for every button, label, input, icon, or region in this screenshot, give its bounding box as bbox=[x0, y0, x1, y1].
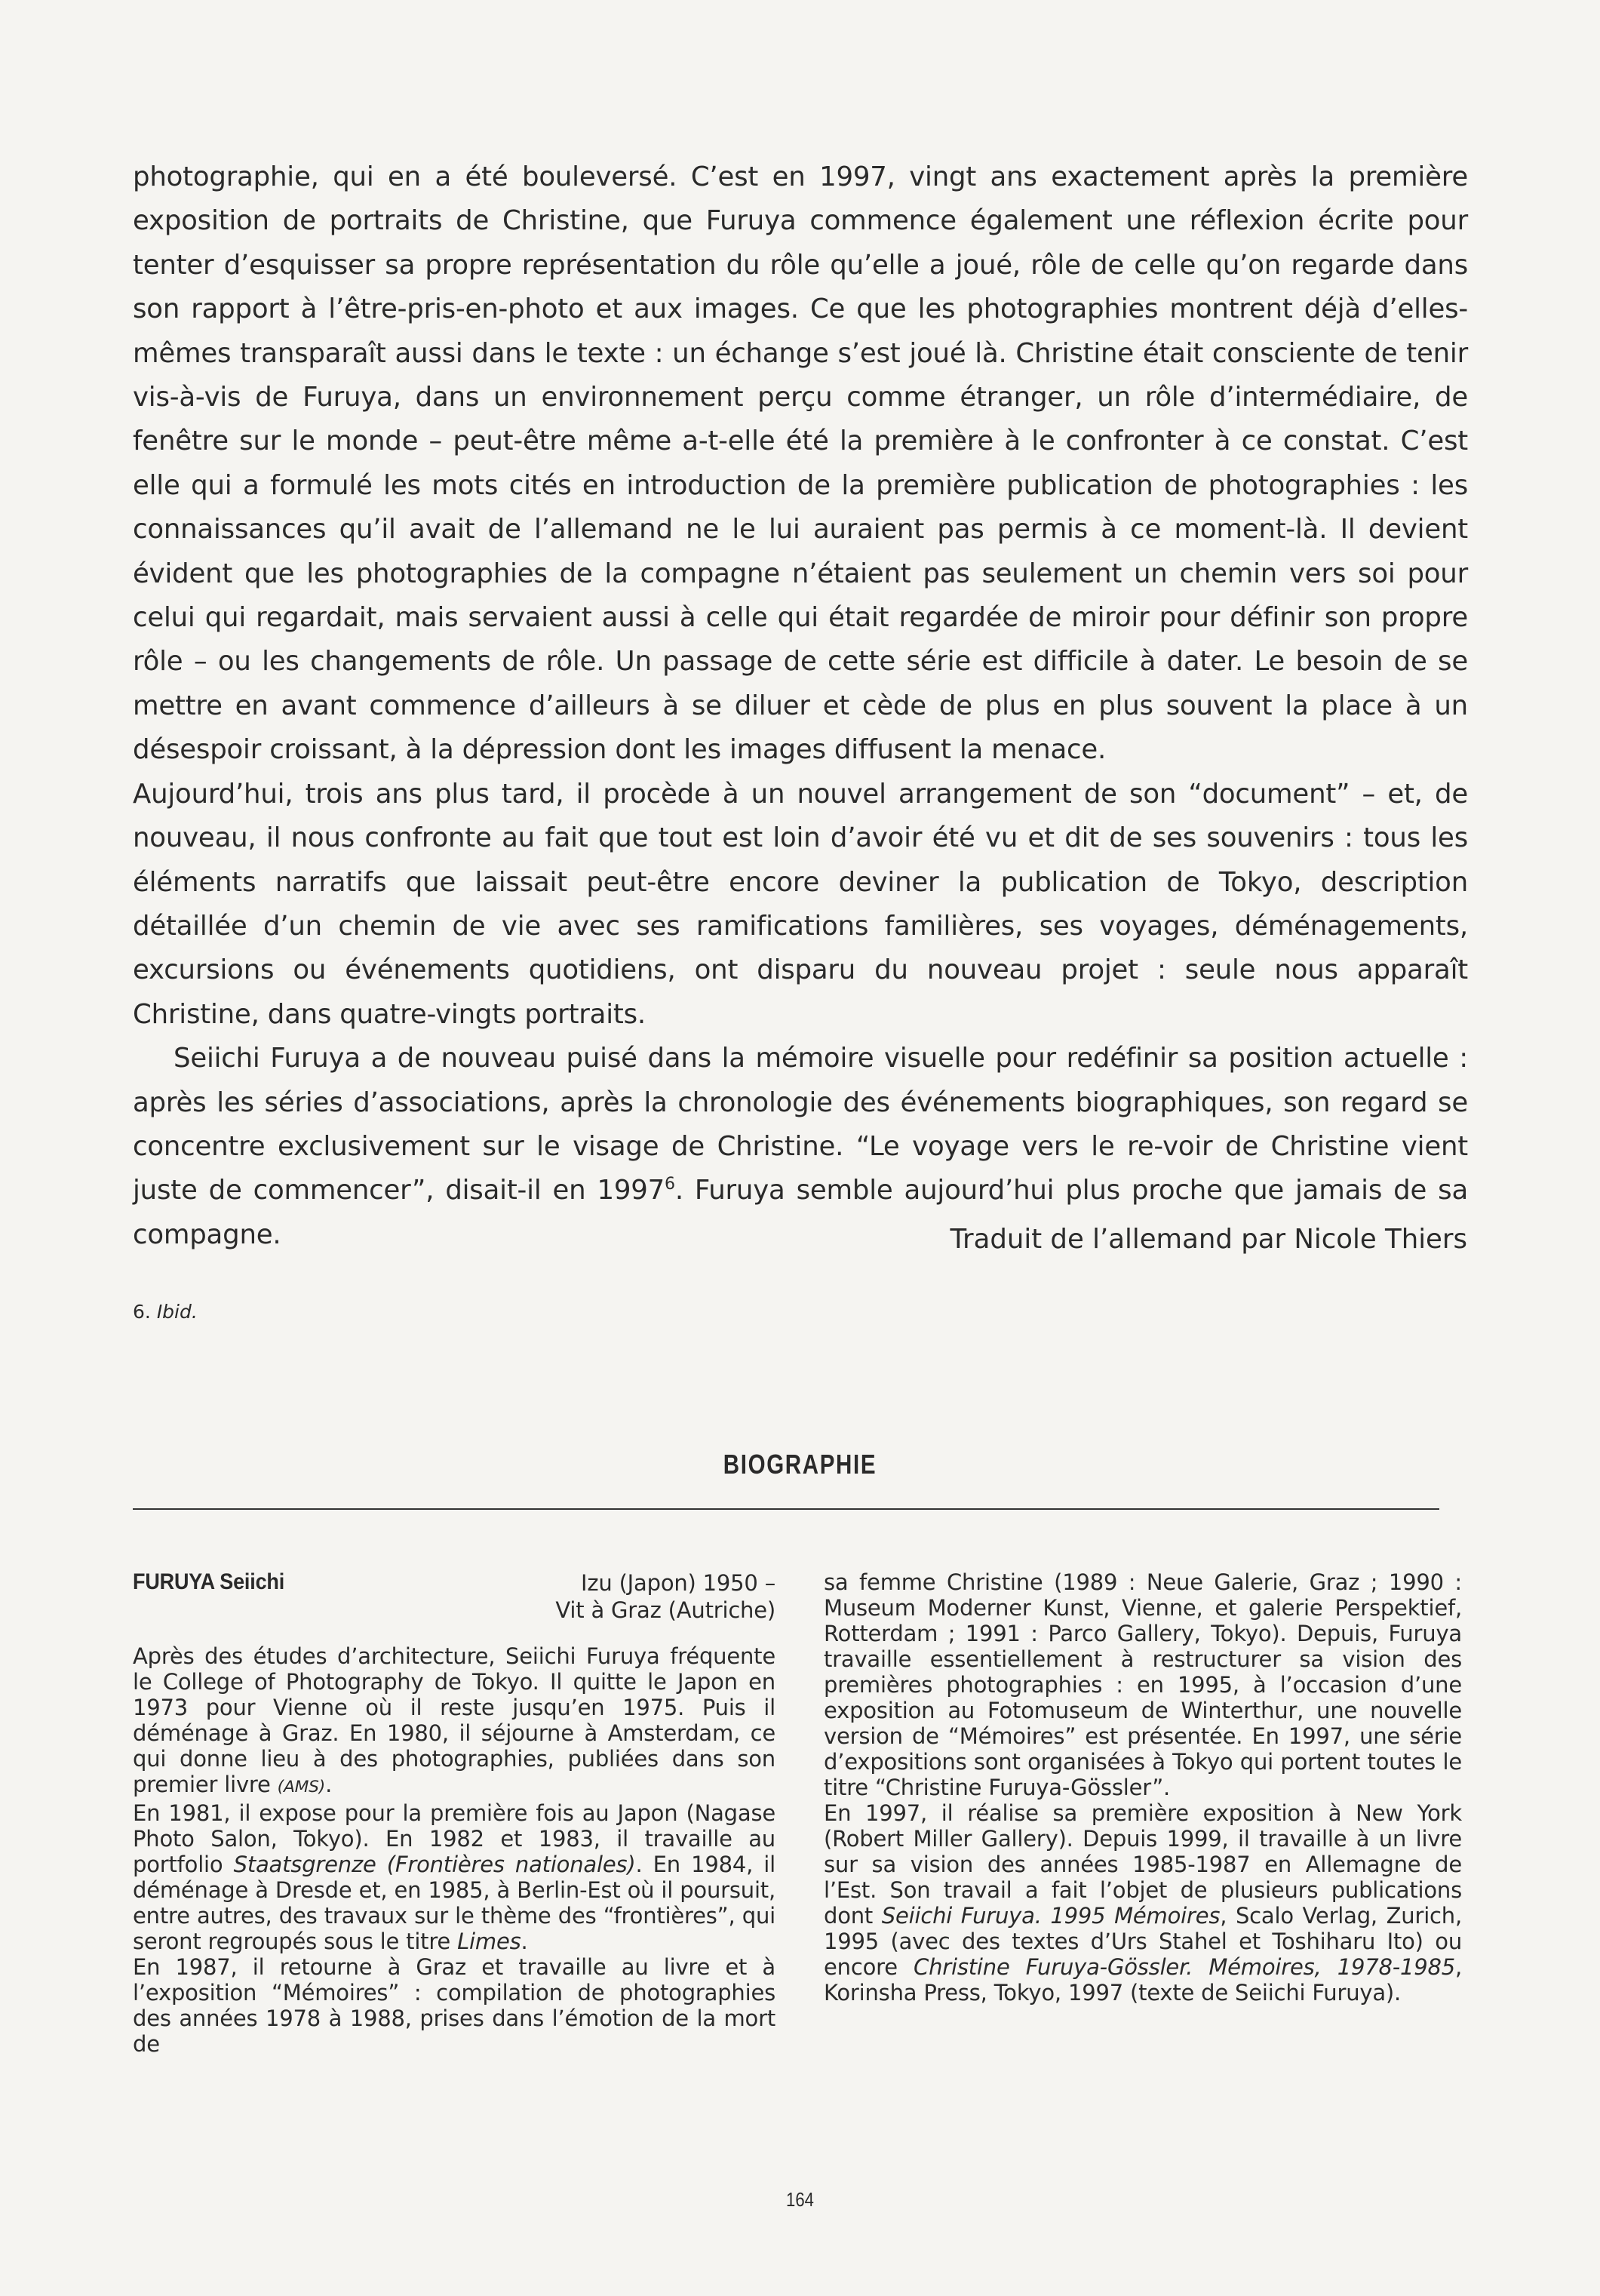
footnote bbox=[133, 1299, 198, 1325]
biography-left-column bbox=[133, 1569, 775, 2057]
bio-text: . En 1984, il déménage à Dresde et, en 1985, à Berlin-Est où il poursuit, entre autres, des travaux sur le thème des “frontières”, qui seront regroupés sous le titre bbox=[133, 1852, 775, 1954]
footnote-text: Ibid. bbox=[156, 1301, 198, 1323]
bio-paragraph bbox=[133, 1643, 775, 1800]
artist-header bbox=[133, 1569, 775, 1628]
artist-name: FURUYA Seiichi bbox=[133, 1569, 285, 1594]
bio-text: En 1981, il expose pour la première fois au Japon (Nagase Photo Salon, Tokyo). En 1982 et 1983, il travaille au portfolio bbox=[133, 1800, 775, 1877]
footnote-ref: 6 bbox=[665, 1175, 675, 1194]
bio-italic: Seiichi Furuya. 1995 Mémoires bbox=[881, 1903, 1221, 1929]
bio-text: . bbox=[325, 1772, 333, 1797]
bio-text: Après des études d’architecture, Seiichi Furuya fréquente le College of Photography de Tokyo. Il quitte le Japon en 1973 pour Vienne où il reste jusqu’en 1975. Puis il déménage à Graz. En 1980, il séjourne à Amsterdam, ce qui donne lieu à des photographies, publiées dans son premier livre bbox=[133, 1643, 775, 1797]
biography-right-column bbox=[824, 1569, 1462, 2006]
paragraph: photographie, qui en a été bouleversé. C’est en 1997, vingt ans exactement après la première exposition de portraits de Christine, que Furuya commence également une réflexion écrite pour tenter d’esquisser sa propre représentation du rôle qu’elle a joué, rôle de celle qu’on regarde dans son rapport à l’être-pris-en-photo et aux images. Ce que les photographies montrent déjà d’elles-mêmes transparaît aussi dans le texte : un échange s’est joué là. Christine était consciente de tenir vis-à-vis de Furuya, dans un environnement perçu comme étranger, un rôle d’intermédiaire, de fenêtre sur le monde – peut-être même a-t-elle été la première à le confronter à ce constat. C’est elle qui a formulé les mots cités en introduction de la première publication de photographies : les connaissances qu’il avait de l’allemand ne le lui auraient pas permis à ce moment-là. Il devient évident que les photographies de la compagne n’étaient pas seulement un chemin vers soi pour celui qui regardait, mais servaient aussi à celle qui était regardée de miroir pour définir son propre rôle – ou les changements de rôle. Un passage de cette série est difficile à dater. Le besoin de se mettre en avant commence d’ailleurs à se diluer et cède de plus en plus souvent la place à un désespoir croissant, à la dépression dont les images diffusent la menace. bbox=[133, 161, 1468, 766]
bio-italic: Staatsgrenze (Frontières nationales) bbox=[233, 1852, 636, 1877]
bio-italic: Limes bbox=[457, 1929, 521, 1954]
bio-text: En 1997, il réalise sa première exposition à New York (Robert Miller Gallery). Depuis 1999, il travaille à un livre sur sa vision des années 1985-1987 en Allemagne de l’Est. Son travail a fait l’objet de plusieurs publications dont bbox=[824, 1800, 1462, 1929]
page-number: 164 bbox=[786, 2188, 814, 2211]
bio-paragraph bbox=[133, 1800, 775, 1954]
translator-credit: Traduit de l’allemand par Nicole Thiers bbox=[950, 1224, 1467, 1255]
bio-italic: Christine Furuya-Gössler. Mémoires, 1978-1985 bbox=[914, 1954, 1455, 1980]
main-text bbox=[133, 155, 1468, 1257]
origin-line: Vit à Graz (Autriche) bbox=[555, 1597, 775, 1623]
bio-paragraph: sa femme Christine (1989 : Neue Galerie, Graz ; 1990 : Museum Moderner Kunst, Vienne, et galerie Perspektief, Rotterdam ; 1991 : Parco Gallery, Tokyo). Depuis, Furuya travaille essentiellement à restructurer sa vision des premières photographies : en 1995, à l’occasion d’une exposition au Fotomuseum de Winterthur, une nouvelle version de “Mémoires” est présentée. En 1997, une série d’expositions sont organisées à Tokyo qui portent toutes le titre “Christine Furuya-Gössler”. bbox=[824, 1569, 1462, 1800]
bio-paragraph: En 1987, il retourne à Graz et travaille au livre et à l’exposition “Mémoires” : compilation de photographies des années 1978 à 1988, prises dans l’émotion de la mort de bbox=[133, 1954, 775, 2057]
origin-line: Izu (Japon) 1950 – bbox=[581, 1570, 775, 1596]
bio-text: , Korinsha Press, Tokyo, 1997 (texte de Seiichi Furuya). bbox=[824, 1954, 1462, 2006]
bio-italic: (AMS) bbox=[277, 1778, 326, 1797]
divider bbox=[133, 1508, 1439, 1510]
bio-paragraph bbox=[824, 1800, 1462, 2006]
paragraph-text: Seiichi Furuya a de nouveau puisé dans la mémoire visuelle pour redéfinir sa position actuelle : après les séries d’associations, après la chronologie des événements biographiques, son regard se concentre exclusivement sur le visage de Christine. “Le voyage vers le re-voir de Christine vient juste de commencer”, disait-il en 1997 bbox=[133, 1043, 1468, 1206]
paragraph: Aujourd’hui, trois ans plus tard, il procède à un nouvel arrangement de son “document” – et, de nouveau, il nous confronte au fait que tout est loin d’avoir été vu et dit de ses souvenirs : tous les éléments narratifs que laissait peut-être encore deviner la publication de Tokyo, description détaillée d’un chemin de vie avec ses ramifications familières, ses voyages, déménagements, excursions ou événements quotidiens, ont disparu du nouveau projet : seule nous apparaît Christine, dans quatre-vingts portraits. bbox=[133, 778, 1468, 1030]
footnote-number: 6. bbox=[133, 1301, 151, 1323]
artist-origin bbox=[555, 1569, 775, 1624]
bio-text: . bbox=[521, 1929, 528, 1954]
section-heading: BIOGRAPHIE bbox=[723, 1449, 877, 1480]
bio-text: , Scalo Verlag, Zurich, 1995 (avec des textes d’Urs Stahel et Toshiharu Ito) ou encore bbox=[824, 1903, 1462, 1980]
paragraph-text: . Furuya semble aujourd’hui plus proche que jamais de sa compagne. bbox=[133, 1175, 1468, 1250]
